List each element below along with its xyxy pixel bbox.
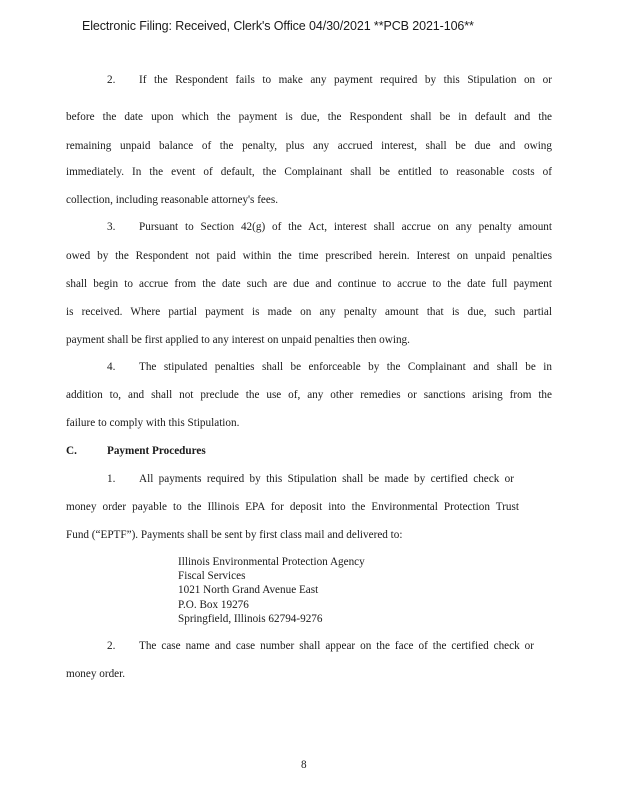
section-c-letter: C. (66, 445, 77, 457)
para3-line-3: shall begin to accrue from the date such are due and continue to accrue to the date full payment (66, 278, 552, 290)
address-line-5: Springfield, Illinois 62794-9276 (178, 612, 323, 625)
address-line-4: P.O. Box 19276 (178, 598, 249, 611)
para2-line-2: before the date upon which the payment is due, the Respondent shall be in default and the (66, 111, 552, 123)
page-number: 8 (301, 759, 307, 771)
para2-number: 2. (107, 74, 116, 86)
para4-number: 4. (107, 361, 116, 373)
para2-line-3: remaining unpaid balance of the penalty, plus any accrued interest, shall be due and owing (66, 140, 552, 152)
mailing-address (178, 555, 365, 626)
para3-line-5: payment shall be first applied to any interest on unpaid penalties then owing. (66, 334, 410, 346)
section-c-title: Payment Procedures (107, 445, 206, 457)
pp1-line-3: Fund (“EPTF”). Payments shall be sent by first class mail and delivered to: (66, 529, 403, 541)
para4-line-1: The stipulated penalties shall be enforceable by the Complainant and shall be in (139, 361, 552, 373)
para3-number: 3. (107, 221, 116, 233)
para2-line-4: immediately. In the event of default, the Complainant shall be entitled to reasonable costs of (66, 166, 552, 178)
para4-line-3: failure to comply with this Stipulation. (66, 417, 240, 429)
para3-line-2: owed by the Respondent not paid within the time prescribed herein. Interest on unpaid penalties (66, 250, 552, 262)
filing-header: Electronic Filing: Received, Clerk's Office 04/30/2021 **PCB 2021-106** (82, 19, 474, 33)
para3-line-4: is received. Where partial payment is made on any penalty amount that is due, such partial (66, 306, 552, 318)
para2-line-5: collection, including reasonable attorney's fees. (66, 194, 279, 206)
address-line-3: 1021 North Grand Avenue East (178, 584, 319, 597)
para4-line-2: addition to, and shall not preclude the use of, any other remedies or sanctions arising from the (66, 389, 552, 401)
para3-line-1: Pursuant to Section 42(g) of the Act, interest shall accrue on any penalty amount (139, 221, 552, 233)
pp2-number: 2. (107, 640, 116, 652)
para2-line-1: If the Respondent fails to make any payment required by this Stipulation on or (139, 74, 552, 86)
pp1-number: 1. (107, 473, 116, 485)
pp1-line-2: money order payable to the Illinois EPA for deposit into the Environmental Protection Trust (66, 501, 519, 513)
pp2-line-1: The case name and case number shall appear on the face of the certified check or (139, 640, 534, 652)
pp2-line-2: money order. (66, 668, 126, 680)
address-line-1: Illinois Environmental Protection Agency (178, 556, 365, 568)
address-line-2: Fiscal Services (178, 570, 246, 583)
pp1-line-1: All payments required by this Stipulation shall be made by certified check or (139, 473, 514, 485)
